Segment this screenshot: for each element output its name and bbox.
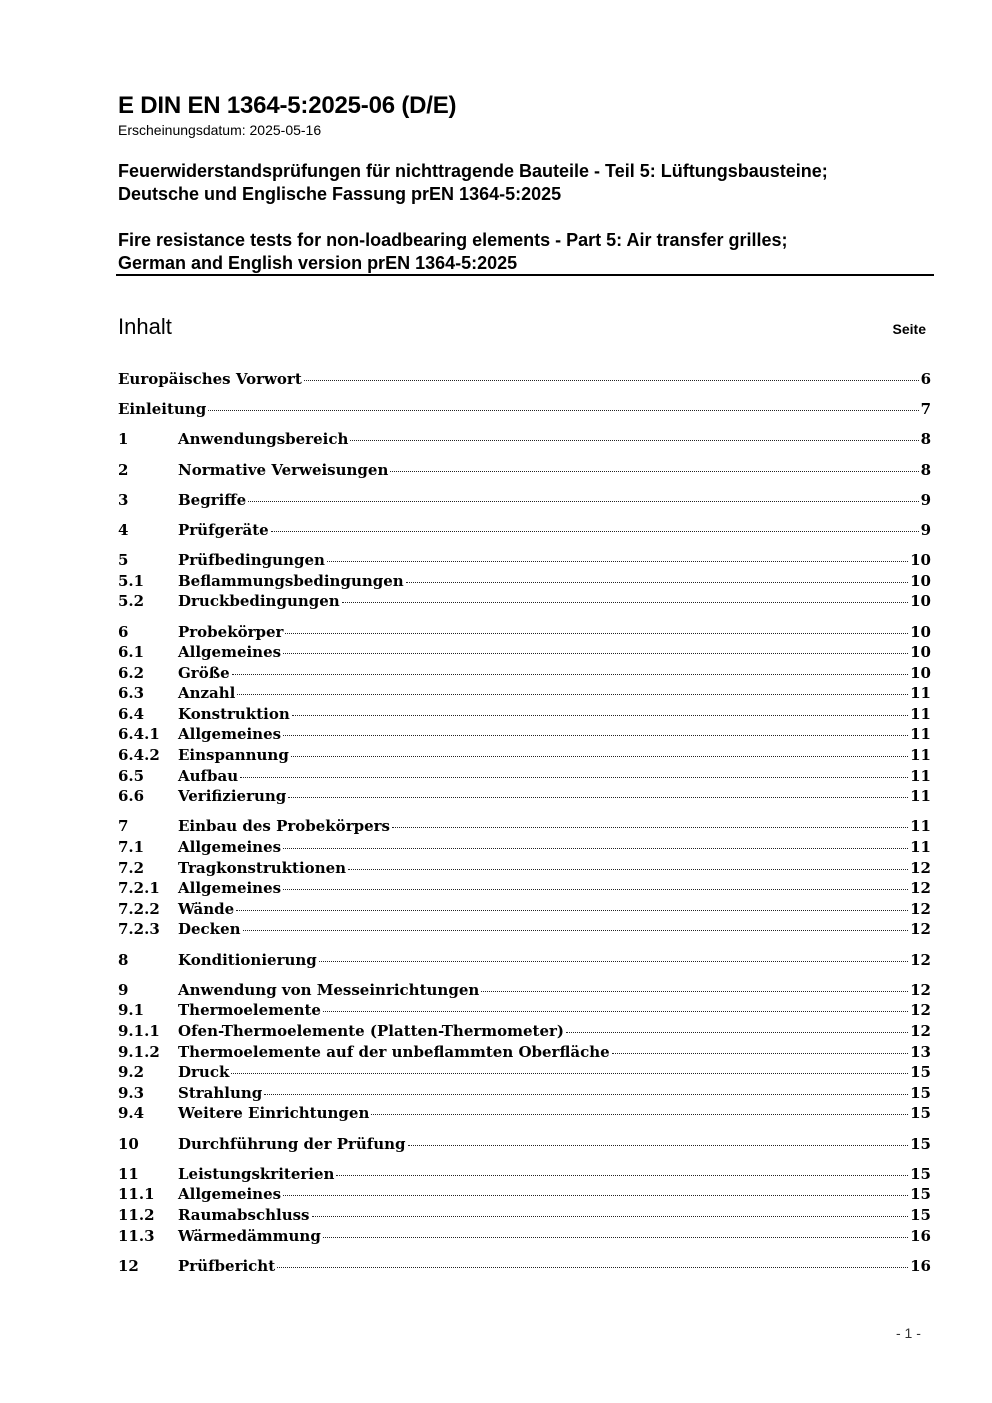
toc-entry-page: 15 — [910, 1185, 931, 1204]
toc-entry-page: 11 — [910, 684, 931, 703]
toc-entry-title: Konstruktion — [178, 704, 290, 723]
toc-entry[interactable] — [118, 370, 931, 391]
toc-dot-leader — [371, 1114, 908, 1115]
toc-entry[interactable] — [118, 817, 931, 838]
toc-dot-leader — [304, 380, 919, 381]
toc-dot-leader — [327, 561, 908, 562]
toc-entry-title: Verifizierung — [178, 787, 287, 806]
toc-dot-leader — [283, 735, 908, 736]
toc-entry-number: 4 — [118, 520, 129, 539]
toc-entry-number: 11.1 — [118, 1185, 155, 1204]
toc-entry-page: 11 — [910, 817, 931, 836]
toc-dot-leader — [348, 869, 908, 870]
toc-entry-page: 11 — [910, 746, 931, 765]
title-german-line: Deutsche und Englische Fassung prEN 1364-5:2025 — [118, 184, 562, 204]
title-divider — [116, 274, 934, 276]
toc-entry-number: 6.4.1 — [118, 725, 160, 744]
toc-entry-title: Einleitung — [118, 400, 207, 419]
toc-entry-number: 7.2.2 — [118, 899, 160, 918]
toc-group — [118, 430, 931, 451]
toc-entry-number: 6 — [118, 622, 129, 641]
toc-dot-leader — [350, 440, 918, 441]
toc-entry[interactable] — [118, 900, 931, 921]
toc-entry[interactable] — [118, 1063, 931, 1084]
toc-dot-leader — [291, 756, 908, 757]
toc-group — [118, 981, 931, 1125]
toc-entry[interactable] — [118, 572, 931, 593]
toc-entry-title: Europäisches Vorwort — [118, 370, 302, 388]
toc-dot-leader — [408, 1145, 909, 1146]
toc-entry[interactable] — [118, 400, 931, 421]
toc-entry-number: 2 — [118, 460, 129, 479]
toc-entry-page: 10 — [910, 643, 931, 662]
toc-entry-number: 12 — [118, 1256, 139, 1275]
toc-entry-number: 6.1 — [118, 643, 145, 662]
toc-dot-leader — [312, 1216, 909, 1217]
toc-entry-number: 3 — [118, 490, 129, 509]
toc-dot-leader — [283, 848, 908, 849]
toc-entry[interactable] — [118, 746, 931, 767]
toc-entry-title: Prüfbericht — [178, 1256, 276, 1275]
page-number: - 1 - — [896, 1325, 921, 1341]
toc-dot-leader — [323, 1011, 908, 1012]
toc-entry-page: 11 — [910, 787, 931, 806]
toc-entry-title: Durchführung der Prüfung — [178, 1134, 406, 1153]
toc-entry[interactable] — [118, 879, 931, 900]
toc-dot-leader — [240, 777, 908, 778]
title-english-line: German and English version prEN 1364-5:2025 — [118, 253, 518, 273]
toc-dot-leader — [271, 531, 919, 532]
toc-entry[interactable] — [118, 1185, 931, 1206]
toc-entry-page: 12 — [910, 980, 931, 999]
toc-entry-page: 10 — [910, 663, 931, 682]
toc-dot-leader — [243, 930, 909, 931]
toc-entry-page: 6 — [920, 370, 931, 388]
toc-group — [118, 491, 931, 512]
toc-entry-number: 9.1.1 — [118, 1021, 160, 1040]
toc-entry-number: 6.5 — [118, 766, 145, 785]
toc-entry[interactable] — [118, 1206, 931, 1227]
toc-entry-title: Aufbau — [178, 766, 239, 785]
toc-entry[interactable] — [118, 1227, 931, 1248]
toc-entry[interactable] — [118, 430, 931, 451]
toc-group — [118, 817, 931, 941]
toc-entry-page: 12 — [910, 1001, 931, 1020]
toc-dot-leader — [390, 471, 918, 472]
toc-entry-number: 6.4.2 — [118, 746, 160, 765]
toc-entry-page: 11 — [910, 766, 931, 785]
toc-dot-leader — [232, 674, 908, 675]
toc-dot-leader — [336, 1175, 908, 1176]
toc-entry[interactable] — [118, 725, 931, 746]
toc-entry-number: 9.1.2 — [118, 1042, 160, 1061]
toc-entry-page: 12 — [910, 899, 931, 918]
toc-dot-leader — [406, 582, 908, 583]
toc-dot-leader — [277, 1267, 908, 1268]
toc-entry-title: Leistungskriterien — [178, 1164, 335, 1183]
toc-dot-leader — [481, 991, 908, 992]
toc-dot-leader — [283, 653, 908, 654]
toc-group — [118, 400, 931, 421]
toc-entry-number: 7.2.1 — [118, 879, 160, 898]
toc-group — [118, 551, 931, 613]
toc-entry[interactable] — [118, 787, 931, 808]
toc-entry[interactable] — [118, 461, 931, 482]
toc-entry-number: 6.6 — [118, 787, 145, 806]
toc-group — [118, 951, 931, 972]
toc-entry-number: 9.2 — [118, 1063, 145, 1082]
toc-group — [118, 1165, 931, 1247]
document-id: E DIN EN 1364-5:2025-06 (D/E) — [118, 92, 457, 119]
title-german — [118, 160, 828, 206]
toc-entry[interactable] — [118, 705, 931, 726]
toc-entry[interactable] — [118, 1001, 931, 1022]
toc-entry[interactable] — [118, 838, 931, 859]
toc-entry[interactable] — [118, 859, 931, 880]
toc-dot-leader — [264, 1094, 908, 1095]
toc-entry-title: Thermoelemente auf der unbeflammten Oberfläche — [178, 1042, 610, 1061]
toc-entry-number: 5.1 — [118, 571, 145, 590]
toc-entry-number: 7.2 — [118, 858, 145, 877]
toc-entry-number: 5 — [118, 551, 129, 570]
toc-entry-title: Anwendung von Messeinrichtungen — [178, 980, 480, 999]
toc-dot-leader — [283, 1195, 908, 1196]
toc-entry[interactable] — [118, 1257, 931, 1278]
toc-entry-page: 15 — [910, 1205, 931, 1224]
toc-entry-number: 9.1 — [118, 1001, 145, 1020]
toc-entry-title: Raumabschluss — [178, 1205, 310, 1224]
toc-entry-page: 8 — [920, 460, 931, 479]
toc-entry-page: 11 — [910, 838, 931, 857]
toc-entry-title: Anwendungsbereich — [178, 430, 349, 449]
toc-group — [118, 623, 931, 808]
toc-group — [118, 1135, 931, 1156]
toc-entry[interactable] — [118, 684, 931, 705]
toc-entry-number: 11 — [118, 1164, 139, 1183]
toc-entry-page: 12 — [910, 950, 931, 969]
toc-entry[interactable] — [118, 521, 931, 542]
toc-entry-page: 15 — [910, 1104, 931, 1123]
toc-entry[interactable] — [118, 643, 931, 664]
toc-entry-number: 1 — [118, 430, 129, 449]
toc-entry-page: 16 — [910, 1226, 931, 1245]
toc-dot-leader — [231, 1073, 908, 1074]
toc-entry-title: Größe — [178, 663, 230, 682]
toc-dot-leader — [288, 797, 908, 798]
toc-dot-leader — [208, 410, 918, 411]
toc-entry[interactable] — [118, 920, 931, 941]
toc-dot-leader — [283, 889, 908, 890]
toc-entry-title: Wände — [178, 899, 235, 918]
toc-entry-title: Anzahl — [178, 684, 236, 703]
toc-entry-number: 7.2.3 — [118, 920, 160, 939]
toc-entry-number: 7.1 — [118, 838, 145, 857]
toc-entry-number: 10 — [118, 1134, 139, 1153]
publication-date: Erscheinungsdatum: 2025-05-16 — [118, 122, 322, 138]
toc-entry[interactable] — [118, 1043, 931, 1064]
toc-entry-title: Tragkonstruktionen — [178, 858, 347, 877]
toc-entry[interactable] — [118, 1135, 931, 1156]
toc-entry-title: Prüfgeräte — [178, 520, 269, 539]
toc-dot-leader — [566, 1032, 908, 1033]
toc-entry-title: Strahlung — [178, 1083, 263, 1102]
toc-dot-leader — [392, 827, 908, 828]
toc-entry-page: 15 — [910, 1134, 931, 1153]
toc-entry-number: 11.3 — [118, 1226, 155, 1245]
toc-entry-page: 12 — [910, 858, 931, 877]
toc-entry-number: 9 — [118, 980, 129, 999]
toc-entry[interactable] — [118, 1022, 931, 1043]
toc-entry[interactable] — [118, 981, 931, 1002]
toc-entry-title: Einspannung — [178, 746, 289, 765]
toc-entry-number: 5.2 — [118, 592, 145, 611]
toc-entry-page: 9 — [920, 490, 931, 509]
toc-dot-leader — [612, 1053, 908, 1054]
toc-entry-title: Druck — [178, 1063, 230, 1082]
toc-entry-page: 12 — [910, 879, 931, 898]
toc-group — [118, 370, 931, 391]
toc-dot-leader — [236, 910, 908, 911]
toc-group — [118, 521, 931, 542]
toc-entry-title: Wärmedämmung — [178, 1226, 321, 1245]
toc-entry[interactable] — [118, 767, 931, 788]
toc-entry[interactable] — [118, 951, 931, 972]
toc-page-column-label: Seite — [892, 321, 926, 337]
toc-entry-number: 8 — [118, 950, 129, 969]
toc-heading: Inhalt — [118, 314, 172, 339]
title-english — [118, 229, 788, 275]
toc-entry-page: 10 — [910, 592, 931, 611]
toc-entry-number: 9.3 — [118, 1083, 145, 1102]
toc-entry-number: 7 — [118, 817, 129, 836]
toc-entry[interactable] — [118, 1165, 931, 1186]
toc-entry-page: 8 — [920, 430, 931, 449]
toc-entry-number: 11.2 — [118, 1205, 155, 1224]
toc-entry-title: Allgemeines — [178, 838, 282, 857]
toc-entry-number: 9.4 — [118, 1104, 145, 1123]
toc-entry-page: 11 — [910, 725, 931, 744]
toc-dot-leader — [342, 602, 908, 603]
title-english-line: Fire resistance tests for non-loadbearing elements - Part 5: Air transfer grilles; — [118, 230, 788, 250]
toc-entry-page: 15 — [910, 1083, 931, 1102]
toc-entry[interactable] — [118, 664, 931, 685]
toc-entry[interactable] — [118, 592, 931, 613]
toc-entry-title: Allgemeines — [178, 725, 282, 744]
toc-entry-title: Decken — [178, 920, 241, 939]
toc-group — [118, 461, 931, 482]
toc-entry-title: Begriffe — [178, 490, 247, 509]
toc-entry-page: 13 — [910, 1042, 931, 1061]
toc-entry-title: Normative Verweisungen — [178, 460, 389, 479]
toc-entry-title: Einbau des Probekörpers — [178, 817, 390, 836]
toc-entry-page: 12 — [910, 1021, 931, 1040]
table-of-contents — [118, 370, 931, 1287]
toc-entry-page: 11 — [910, 704, 931, 723]
toc-entry[interactable] — [118, 1084, 931, 1105]
toc-entry-title: Probekörper — [178, 622, 284, 641]
toc-entry[interactable] — [118, 1104, 931, 1125]
toc-entry-number: 6.4 — [118, 704, 145, 723]
toc-entry-title: Prüfbedingungen — [178, 551, 325, 570]
toc-entry-page: 7 — [920, 400, 931, 419]
toc-entry-title: Weitere Einrichtungen — [178, 1104, 370, 1123]
toc-entry-title: Thermoelemente — [178, 1001, 321, 1020]
toc-entry-number: 6.3 — [118, 684, 145, 703]
toc-entry-title: Druckbedingungen — [178, 592, 340, 611]
toc-dot-leader — [285, 633, 908, 634]
toc-entry-page: 10 — [910, 571, 931, 590]
toc-entry-page: 10 — [910, 551, 931, 570]
toc-entry-title: Allgemeines — [178, 1185, 282, 1204]
toc-group — [118, 1257, 931, 1278]
toc-entry-title: Allgemeines — [178, 643, 282, 662]
toc-entry-page: 9 — [920, 520, 931, 539]
toc-dot-leader — [248, 501, 918, 502]
toc-entry-page: 15 — [910, 1063, 931, 1082]
toc-entry-page: 16 — [910, 1256, 931, 1275]
toc-dot-leader — [319, 961, 908, 962]
toc-dot-leader — [292, 715, 908, 716]
toc-entry[interactable] — [118, 623, 931, 644]
title-german-line: Feuerwiderstandsprüfungen für nichttragende Bauteile - Teil 5: Lüftungsbausteine; — [118, 161, 828, 181]
toc-entry[interactable] — [118, 491, 931, 512]
toc-entry-title: Allgemeines — [178, 879, 282, 898]
toc-entry-page: 15 — [910, 1164, 931, 1183]
toc-dot-leader — [323, 1237, 908, 1238]
toc-entry-title: Konditionierung — [178, 950, 317, 969]
toc-entry[interactable] — [118, 551, 931, 572]
toc-entry-page: 12 — [910, 920, 931, 939]
toc-dot-leader — [237, 694, 908, 695]
toc-entry-title: Beflammungsbedingungen — [178, 571, 404, 590]
toc-entry-title: Ofen-Thermoelemente (Platten-Thermometer) — [178, 1021, 565, 1040]
toc-entry-page: 10 — [910, 622, 931, 641]
toc-entry-number: 6.2 — [118, 663, 145, 682]
